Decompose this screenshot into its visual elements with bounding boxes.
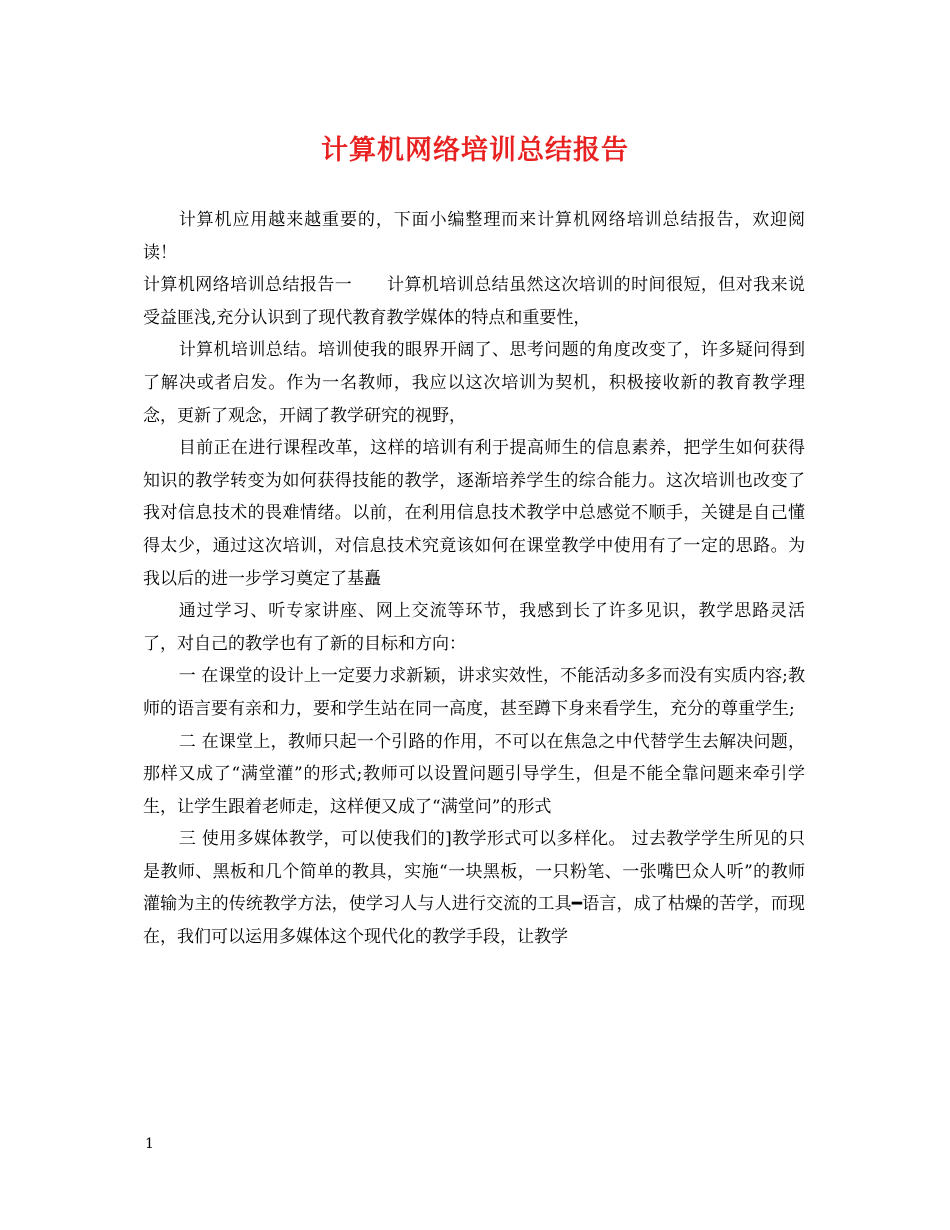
- paragraph: 二 在课堂上，教师只起一个引路的作用，不可以在焦急之中代替学生去解决问题，那样又成了“满堂灌”的形式;教师可以设置问题引导学生，但是不能全靠问题来牵引学生，让学生跟着老师走，这样便又成了“满堂问”的形式: [143, 731, 805, 817]
- paragraph: 三 使用多媒体教学，可以使我们的]教学形式可以多样化。 过去教学学生所见的只是教师、黑板和几个简单的教具，实施“一块黑板，一只粉笔、一张嘴巴众人听”的教师灌输为主的传统教学方法，使学习人与人进行交流的工具━语言，成了枯燥的苦学，而现在，我们可以运用多媒体这个现代化的教学手段，让教学: [143, 829, 805, 948]
- paragraph: 一 在课堂的设计上一定要力求新颖，讲求实效性，不能活动多多而没有实质内容;教师的语言要有亲和力，要和学生站在同一高度，甚至蹲下身来看学生，充分的尊重学生;: [143, 666, 805, 719]
- document-title: 计算机网络培训总结报告: [321, 135, 629, 166]
- paragraph: 计算机应用越来越重要的，下面小编整理而来计算机网络培训总结报告，欢迎阅读！: [143, 210, 805, 263]
- paragraph: 通过学习、听专家讲座、网上交流等环节，我感到长了许多见识，教学思路灵活了，对自己的教学也有了新的目标和方向：: [143, 601, 805, 654]
- document-body: [143, 204, 805, 954]
- paragraph: 计算机网络培训总结报告一 计算机培训总结虽然这次培训的时间很短，但对我来说受益匪浅,充分认识到了现代教育教学媒体的特点和重要性，: [143, 275, 805, 328]
- paragraph: 计算机培训总结。培训使我的眼界开阔了、思考问题的角度改变了，许多疑问得到了解决或者启发。作为一名教师，我应以这次培训为契机，积极接收新的教育教学理念，更新了观念，开阔了教学研究的视野，: [143, 340, 805, 426]
- page-number: 1: [145, 1136, 154, 1152]
- paragraph: 目前正在进行课程改革，这样的培训有利于提高师生的信息素养，把学生如何获得知识的教学转变为如何获得技能的教学，逐渐培养学生的综合能力。这次培训也改变了我对信息技术的畏难情绪。以前，在利用信息技术教学中总感觉不顺手，关键是自己懂得太少，通过这次培训，对信息技术究竟该如何在课堂教学中使用有了一定的思路。为我以后的进一步学习奠定了基矗: [143, 438, 805, 589]
